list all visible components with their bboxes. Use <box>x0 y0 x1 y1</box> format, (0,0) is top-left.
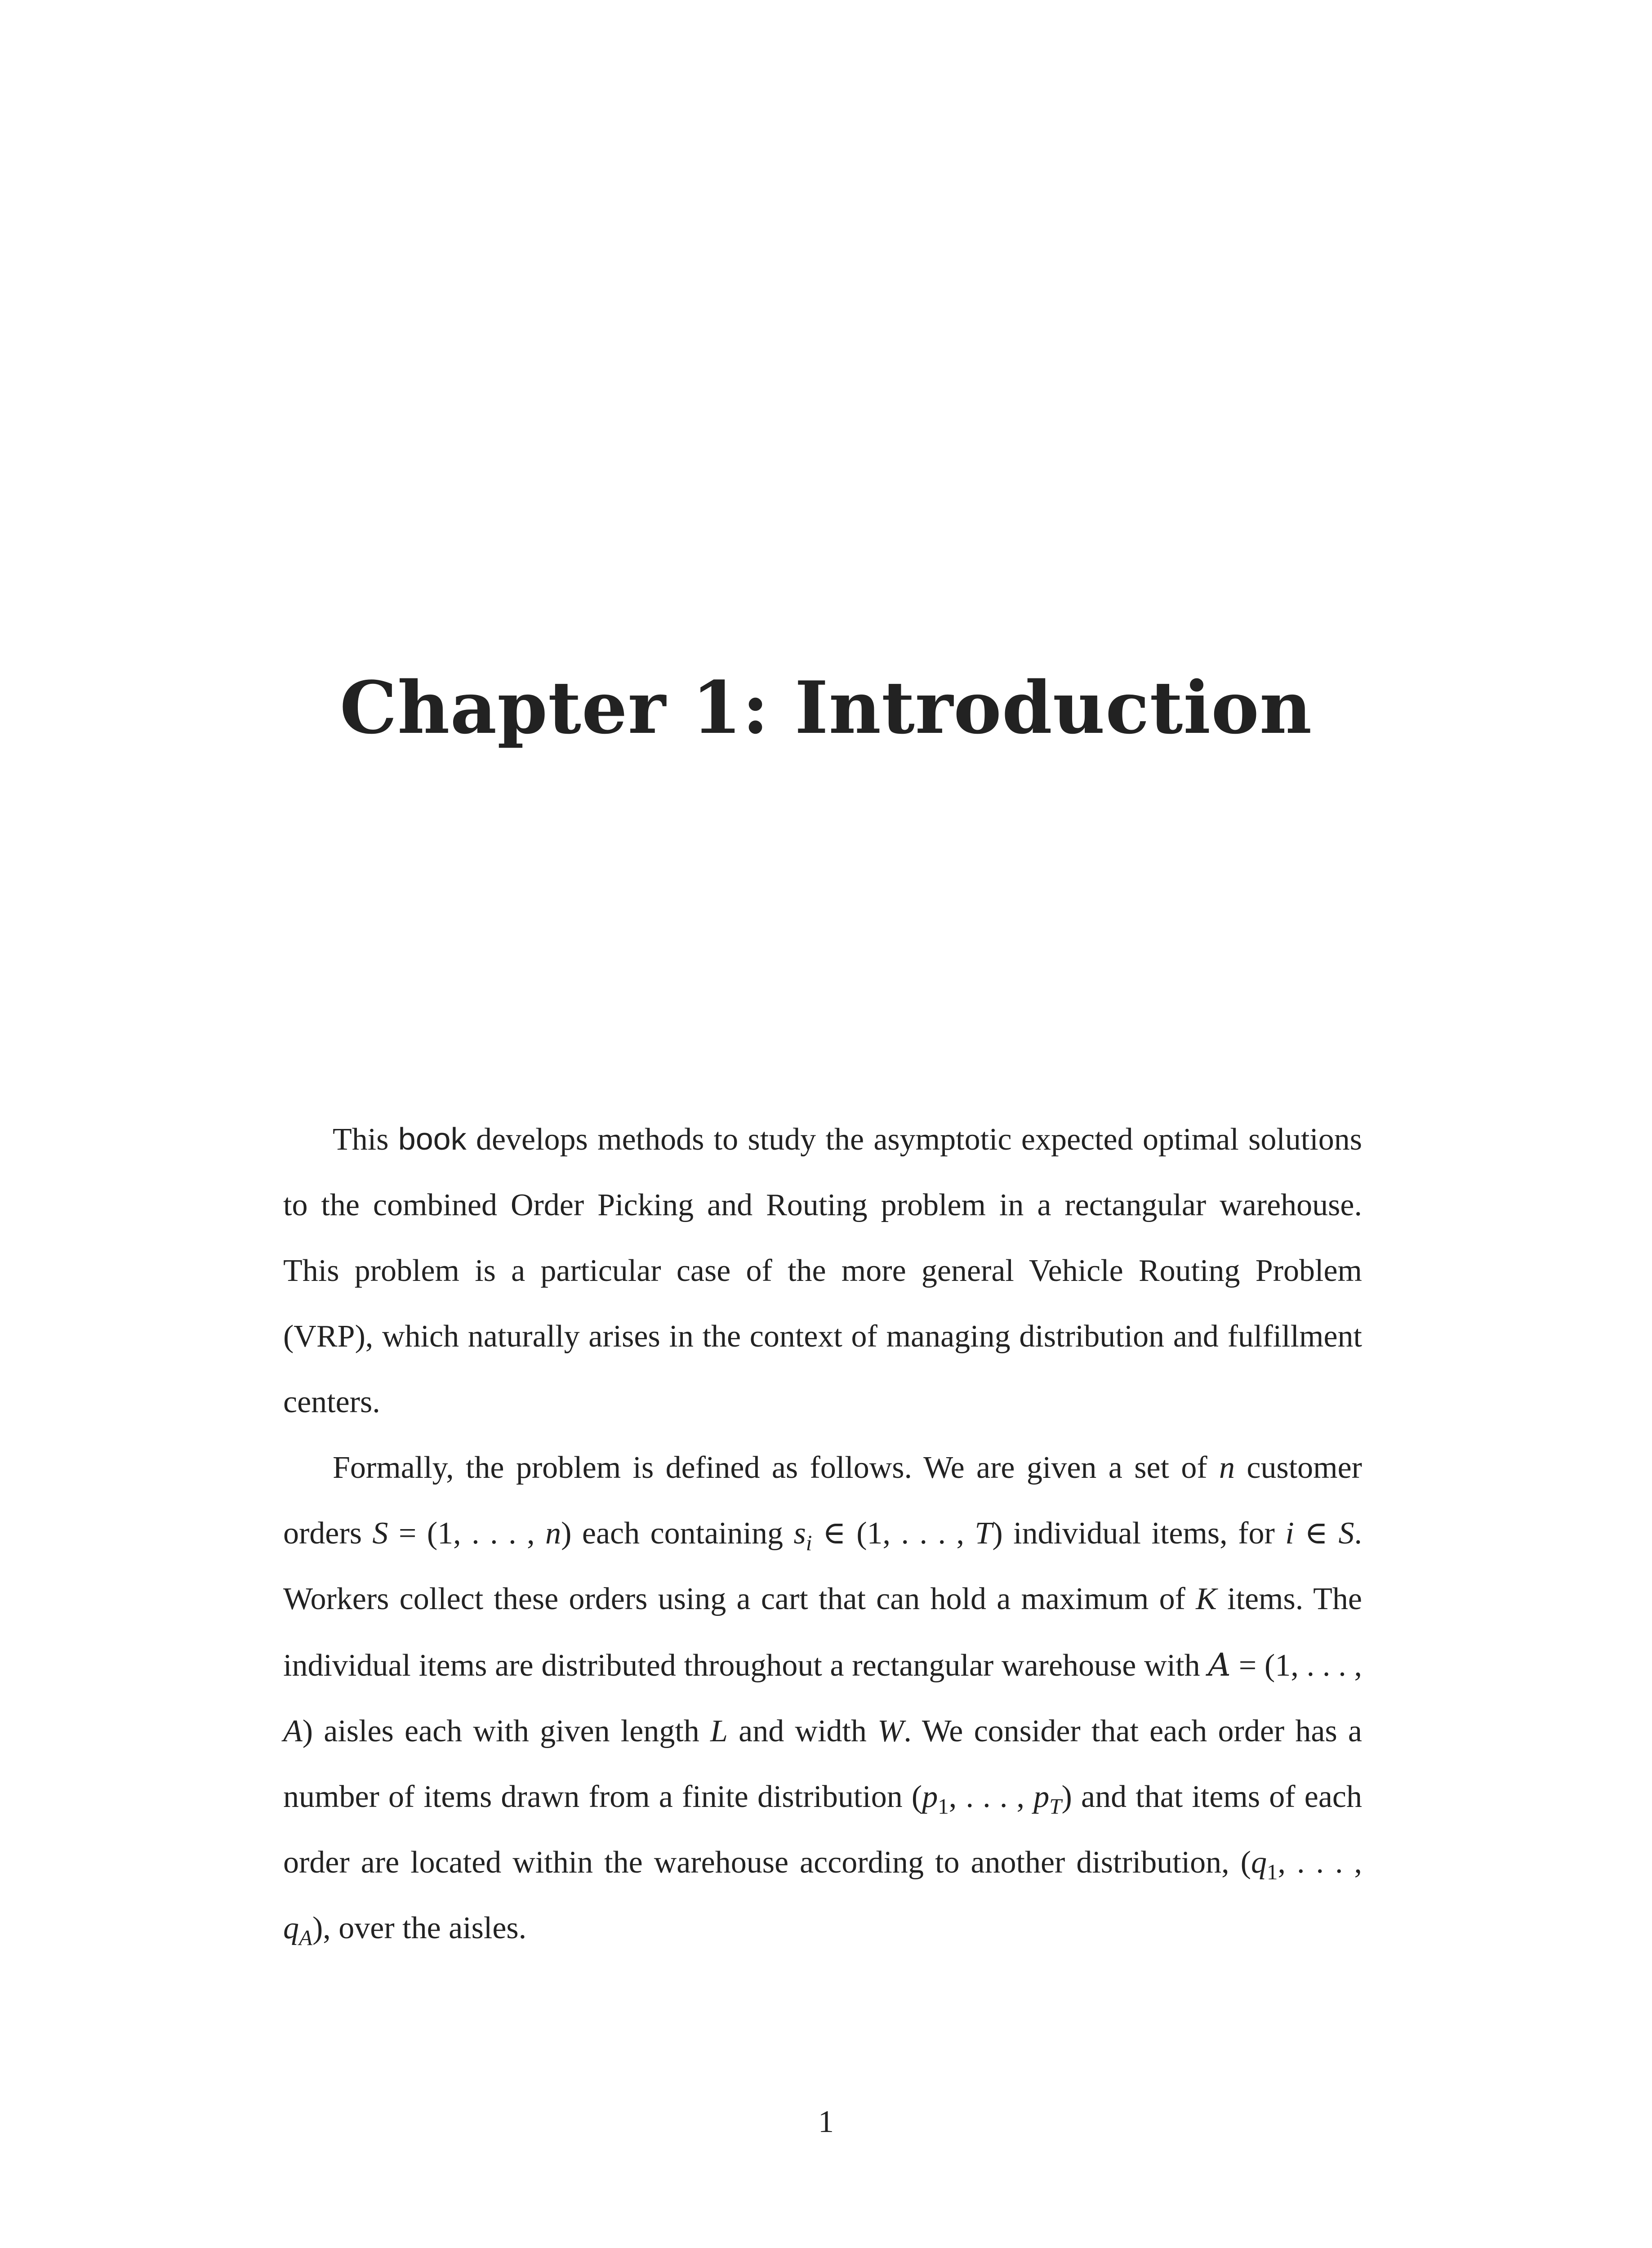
paragraph-2 <box>283 1435 1362 1961</box>
math-symbol: S <box>372 1516 388 1551</box>
math-symbol: K <box>1196 1582 1217 1616</box>
text-run: items. The individual items are distributed throughout a rectangular warehouse with <box>283 1582 1363 1683</box>
text-run: , . . . , <box>1278 1845 1362 1880</box>
math-symbol: A <box>1208 1646 1231 1683</box>
math-symbol: s <box>793 1516 806 1551</box>
text-run: customer orders <box>283 1450 1362 1551</box>
text-run: , . . . , <box>948 1780 1034 1814</box>
math-symbol: p <box>1033 1780 1050 1814</box>
paragraph-1 <box>283 1106 1362 1435</box>
text-run: ∈ <box>1294 1516 1339 1551</box>
text-run: ) individual items, for <box>992 1516 1286 1551</box>
math-subscript: A <box>299 1925 312 1950</box>
math-symbol: T <box>975 1516 993 1551</box>
math-subscript: 1 <box>1266 1860 1278 1884</box>
text-run: ∈ (1, . . . , <box>812 1516 975 1551</box>
text-run: ), over the aisles. <box>312 1911 527 1945</box>
text-run: and width <box>727 1714 878 1748</box>
text-run: ) each containing <box>561 1516 794 1551</box>
math-subscript: T <box>1049 1794 1062 1819</box>
math-symbol: i <box>1285 1516 1294 1551</box>
math-symbol: L <box>710 1714 728 1748</box>
text-run: ) aisles each with given length <box>302 1714 710 1748</box>
text-run: develops methods to study the asymptotic expected optimal solutions to the combined Order Picking and Routing problem in a rectangular warehouse. This problem is a particular case of the more general Vehicle Routing Problem (VRP), which naturally arises in the context of managing distribution and fulfillment centers. <box>283 1122 1362 1419</box>
math-symbol: A <box>283 1714 303 1748</box>
math-symbol: q <box>283 1911 299 1945</box>
text-run: . Workers collect these orders using a cart that can hold a maximum of <box>283 1516 1362 1616</box>
math-symbol: n <box>1219 1450 1235 1485</box>
math-symbol: p <box>922 1780 938 1814</box>
math-subscript: i <box>806 1530 812 1555</box>
text-run: Formally, the problem is defined as follows. We are given a set of <box>333 1450 1220 1485</box>
text-run: = (1, . . . , <box>1230 1648 1362 1683</box>
text-run: ) and that items of each order are located within the warehouse according to another distribution, ( <box>283 1780 1362 1880</box>
text-run: This <box>333 1122 398 1157</box>
math-symbol: n <box>545 1516 561 1551</box>
chapter-title: Chapter 1: Introduction <box>339 665 1313 750</box>
book-word: book <box>398 1121 467 1156</box>
page-number: 1 <box>818 2105 834 2139</box>
math-symbol: W <box>877 1714 904 1748</box>
text-run: . We consider that each order has a number of items drawn from a finite distribution ( <box>283 1714 1362 1814</box>
body-text <box>283 1106 1362 1961</box>
math-symbol: S <box>1338 1516 1354 1551</box>
text-run: = (1, . . . , <box>388 1516 546 1551</box>
math-subscript: 1 <box>938 1794 949 1819</box>
math-symbol: q <box>1251 1845 1267 1880</box>
